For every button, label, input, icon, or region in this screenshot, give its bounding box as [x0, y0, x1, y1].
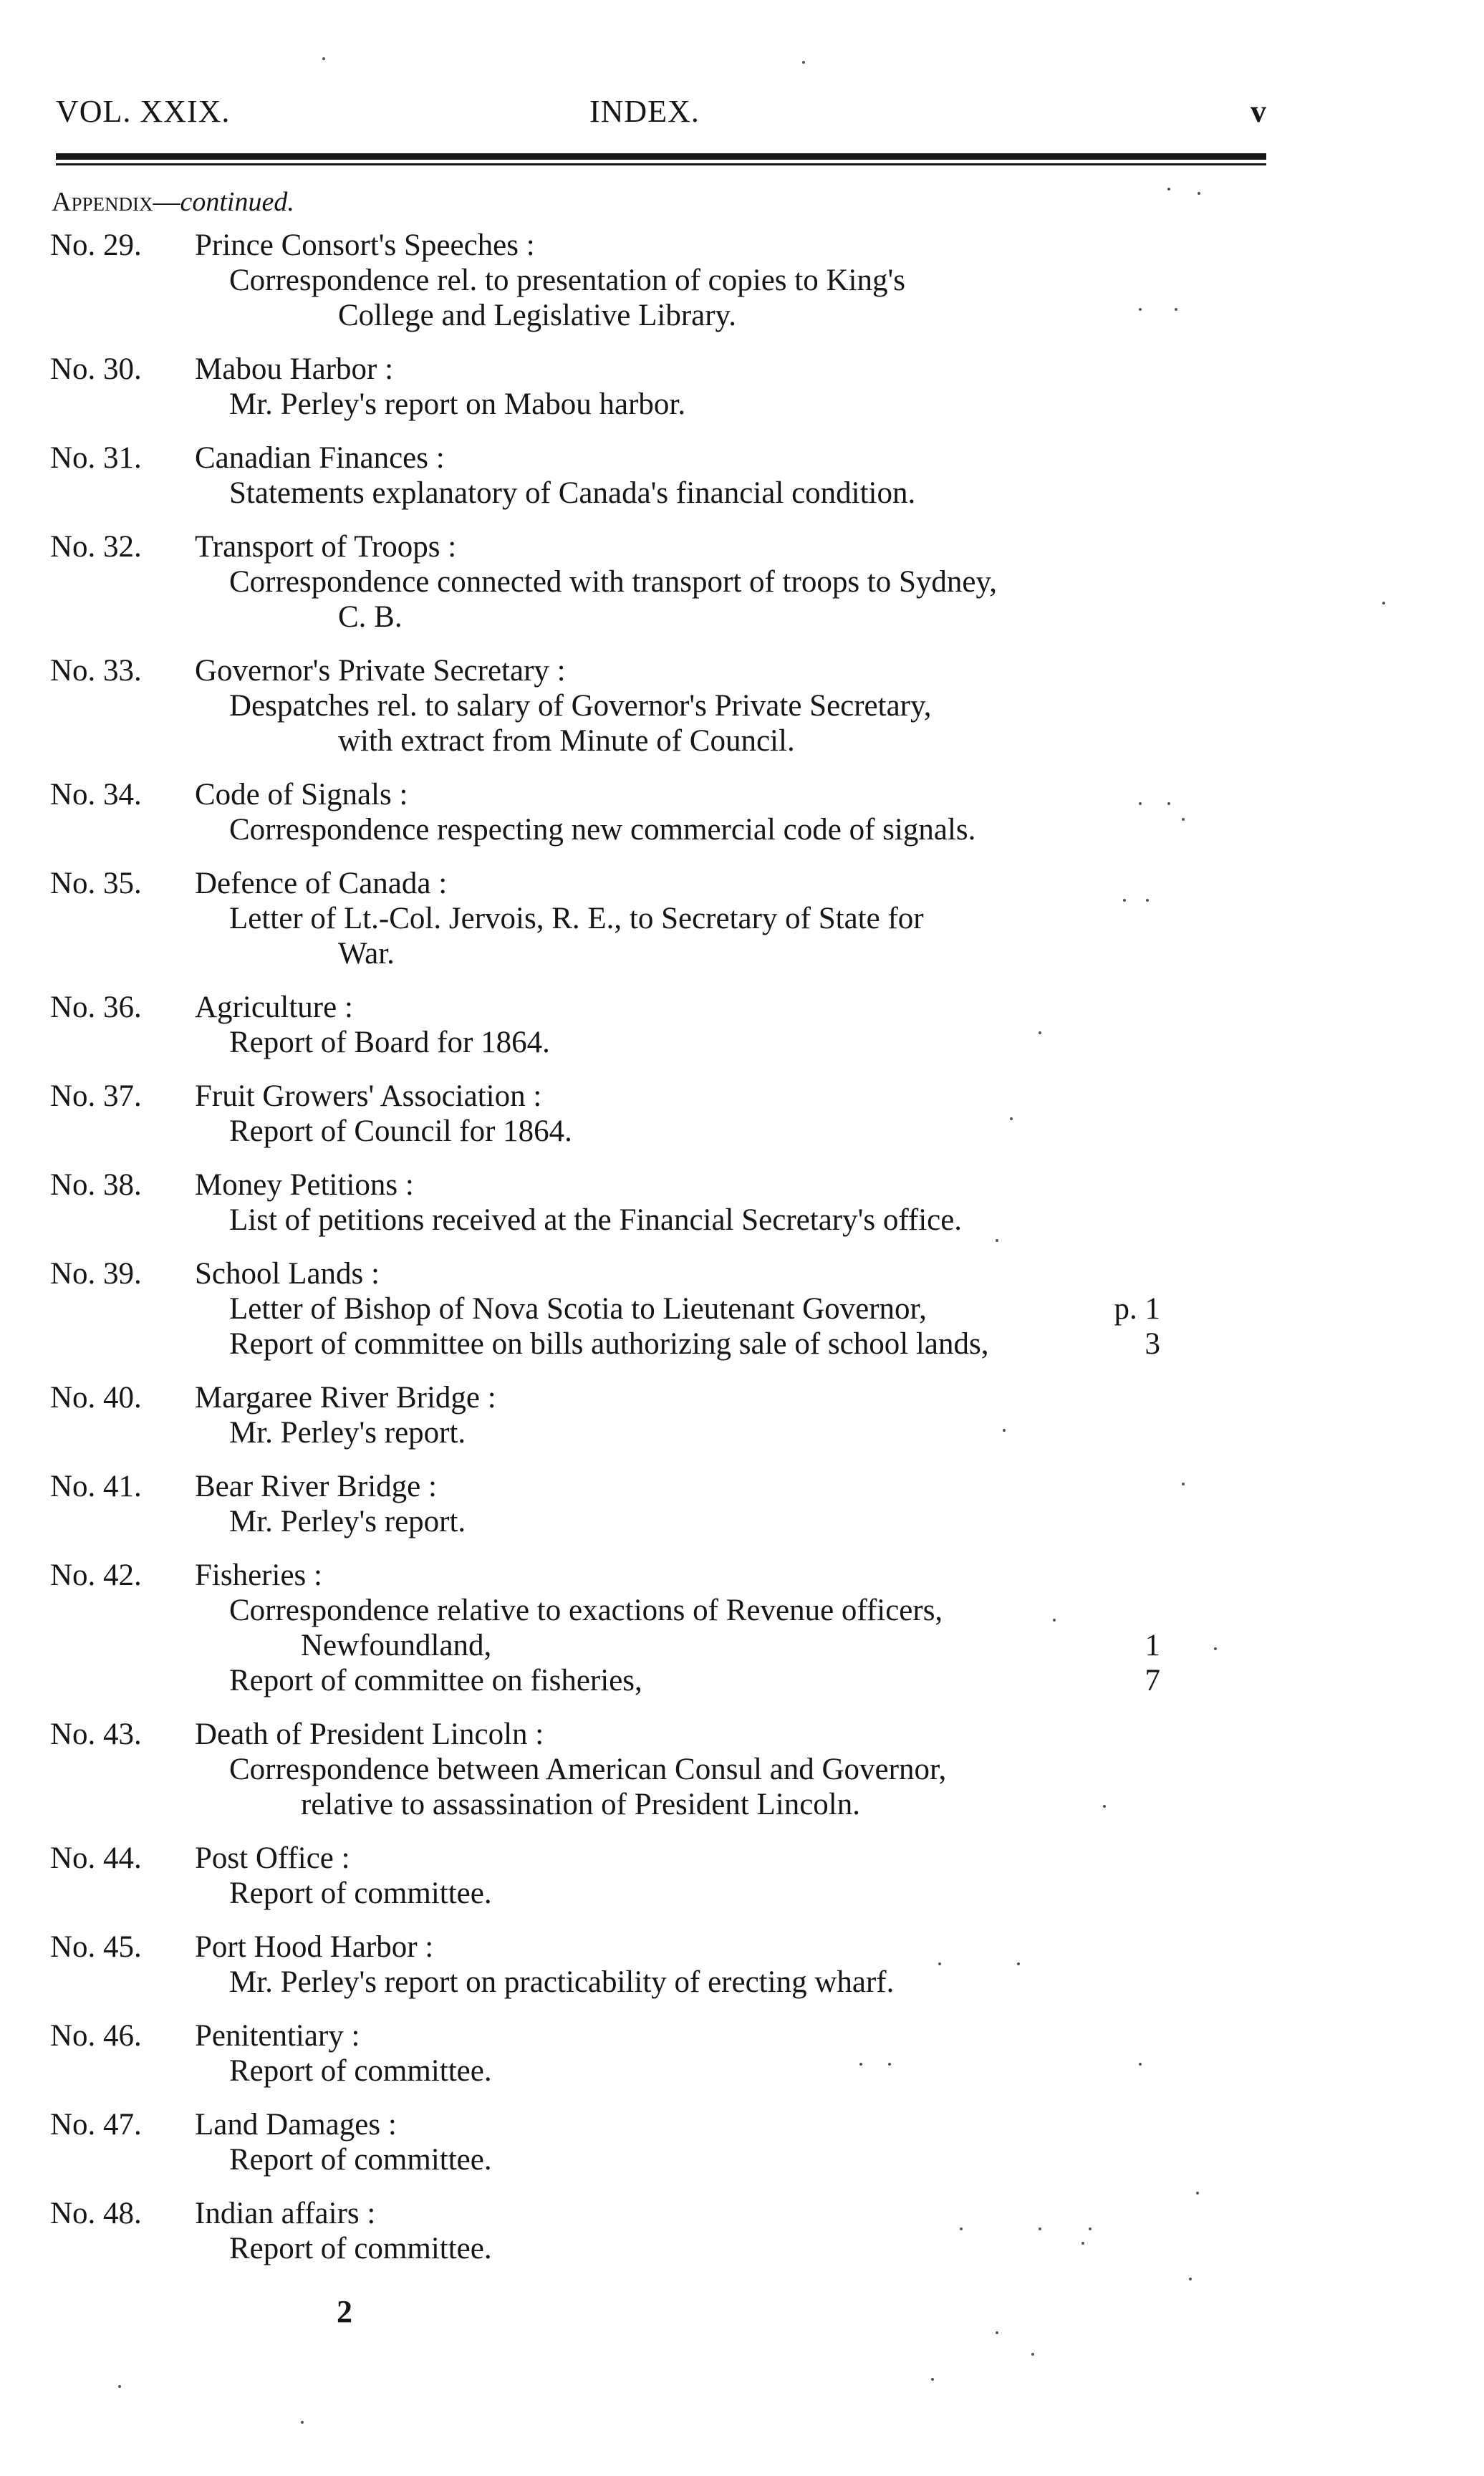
entry-description-line	[195, 476, 1140, 511]
speck-mark	[938, 1962, 941, 1965]
entry-body	[195, 2018, 1275, 2089]
appendix-entry	[50, 1558, 1275, 1698]
entry-description-text: War.	[338, 937, 395, 970]
appendix-entry	[50, 1079, 1275, 1149]
speck-mark	[1167, 188, 1170, 191]
entry-heading: Fisheries :	[195, 1559, 322, 1592]
entry-heading: Bear River Bridge :	[195, 1470, 437, 1503]
entry-description-text: Report of committee.	[229, 1877, 492, 1910]
appendix-entry	[50, 2107, 1275, 2177]
appendix-entry	[50, 2196, 1275, 2266]
entry-description-line	[195, 1593, 1140, 1628]
appendix-entry	[50, 777, 1275, 847]
speck-mark	[1382, 602, 1385, 604]
entry-description-text: Letter of Bishop of Nova Scotia to Lieutenant Governor,	[229, 1292, 927, 1326]
entry-description-text: Correspondence between American Consul and Governor,	[229, 1753, 947, 1786]
entry-heading: Defence of Canada :	[195, 867, 448, 900]
speck-mark	[996, 2331, 998, 2334]
speck-mark	[802, 61, 805, 64]
entry-description-line	[195, 901, 1140, 936]
entry-number: No. 36.	[50, 991, 142, 1024]
appendix-entry	[50, 1167, 1275, 1238]
speck-mark	[1081, 2242, 1084, 2245]
speck-mark	[1167, 802, 1170, 805]
page-number: v	[1251, 94, 1266, 129]
entry-description-line	[195, 2231, 1140, 2266]
speck-mark	[1039, 2227, 1041, 2230]
appendix-continued: continued.	[180, 187, 294, 217]
appendix-entry	[50, 1380, 1275, 1450]
speck-mark	[1089, 2227, 1092, 2230]
appendix-entry-list	[50, 228, 1275, 2285]
speck-mark	[1103, 1805, 1106, 1808]
speck-mark	[1003, 1429, 1006, 1432]
page-reference: p. 1	[1114, 1292, 1160, 1326]
speck-mark	[322, 57, 325, 60]
entry-description-line	[195, 936, 1140, 971]
entry-number: No. 38.	[50, 1168, 142, 1202]
entry-description-line	[195, 2142, 1140, 2177]
appendix-entry	[50, 1256, 1275, 1362]
entry-description-line	[195, 1291, 1160, 1326]
appendix-entry	[50, 866, 1275, 971]
page-title: INDEX.	[589, 94, 700, 129]
speck-mark	[1017, 1962, 1020, 1965]
entry-number: No. 31.	[50, 441, 142, 475]
entry-description-line	[195, 1876, 1140, 1911]
entry-body	[195, 653, 1275, 758]
entry-description-text: Correspondence relative to exactions of Revenue officers,	[229, 1594, 943, 1627]
appendix-entry	[50, 1930, 1275, 2000]
entry-description-text: List of petitions received at the Financial Secretary's office.	[229, 1203, 963, 1237]
entry-number: No. 39.	[50, 1257, 142, 1291]
entry-number: No. 40.	[50, 1381, 142, 1415]
entry-description-text: Letter of Lt.-Col. Jervois, R. E., to Secretary of State for	[229, 902, 924, 935]
entry-description-line	[195, 1628, 1160, 1663]
entry-description-line	[195, 812, 1140, 847]
entry-description-line	[195, 1752, 1140, 1787]
appendix-entry	[50, 228, 1275, 333]
entry-heading: Fruit Growers' Association :	[195, 1079, 542, 1113]
speck-mark	[1123, 899, 1126, 902]
entry-description-text: Mr. Perley's report.	[229, 1505, 466, 1538]
entry-body	[195, 228, 1275, 333]
speck-mark	[1146, 899, 1149, 902]
appendix-label: Appendix	[52, 187, 153, 217]
entry-body	[195, 866, 1275, 971]
entry-description-line	[195, 1504, 1140, 1539]
speck-mark	[1175, 308, 1177, 311]
entry-number: No. 44.	[50, 1841, 142, 1875]
entry-description-text: Report of committee on bills authorizing sale of school lands,	[229, 1327, 989, 1361]
header-rule-thick	[56, 153, 1266, 160]
entry-description-line	[195, 723, 1140, 758]
appendix-entry	[50, 1841, 1275, 1911]
entry-description-text: Correspondence rel. to presentation of copies to King's	[229, 264, 905, 297]
speck-mark	[931, 2378, 934, 2381]
entry-description-text: Report of committee on fisheries,	[229, 1664, 642, 1697]
entry-body	[195, 1558, 1275, 1698]
entry-description-text: Report of committee.	[229, 2143, 492, 2177]
entry-number: No. 42.	[50, 1559, 142, 1592]
entry-body	[195, 1930, 1275, 2000]
section-heading	[52, 186, 294, 218]
entry-body	[195, 352, 1275, 422]
entry-description-line	[195, 1025, 1140, 1060]
entry-heading: School Lands :	[195, 1257, 380, 1291]
appendix-entry	[50, 653, 1275, 758]
entry-description-text: Report of Council for 1864.	[229, 1114, 572, 1148]
entry-heading: Margaree River Bridge :	[195, 1381, 496, 1415]
entry-heading: Port Hood Harbor :	[195, 1930, 434, 1964]
entry-body	[195, 529, 1275, 635]
entry-description-text: Correspondence respecting new commercial code of signals.	[229, 813, 976, 847]
entry-heading: Mabou Harbor :	[195, 352, 394, 386]
entry-number: No. 30.	[50, 352, 142, 386]
entry-description-line	[195, 1203, 1140, 1238]
appendix-entry	[50, 2018, 1275, 2089]
entry-heading: Penitentiary :	[195, 2019, 360, 2053]
speck-mark	[1189, 2278, 1192, 2280]
page-reference: 7	[1145, 1664, 1160, 1697]
entry-number: No. 29.	[50, 228, 142, 262]
entry-number: No. 34.	[50, 778, 142, 811]
entry-description-text: C. B.	[338, 600, 403, 634]
entry-description-text: Mr. Perley's report on practicability of erecting wharf.	[229, 1965, 895, 1999]
entry-number: No. 35.	[50, 867, 142, 900]
entry-description-line	[195, 1965, 1140, 2000]
entry-description-line	[195, 1663, 1160, 1698]
entry-description-line	[195, 599, 1140, 635]
entry-description-line	[195, 564, 1140, 599]
entry-description-line	[195, 1326, 1160, 1362]
speck-mark	[1198, 192, 1200, 195]
entry-number: No. 37.	[50, 1079, 142, 1113]
speck-mark	[1214, 1647, 1217, 1650]
entry-body	[195, 1256, 1275, 1362]
speck-mark	[1139, 802, 1142, 805]
entry-heading: Money Petitions :	[195, 1168, 414, 1202]
entry-description-text: Statements explanatory of Canada's financial condition.	[229, 476, 916, 510]
speck-mark	[1182, 1483, 1185, 1485]
entry-heading: Indian affairs :	[195, 2197, 376, 2230]
entry-description-text: Mr. Perley's report on Mabou harbor.	[229, 387, 686, 421]
entry-description-text: Report of committee.	[229, 2232, 492, 2265]
entry-description-text: Despatches rel. to salary of Governor's Private Secretary,	[229, 689, 932, 723]
page-reference: 3	[1145, 1327, 1160, 1361]
signature-mark: 2	[337, 2294, 352, 2329]
entry-heading: Code of Signals :	[195, 778, 408, 811]
entry-description-text: with extract from Minute of Council.	[338, 724, 795, 758]
entry-body	[195, 1717, 1275, 1822]
speck-mark	[1031, 2353, 1034, 2356]
header-rule-thin	[56, 163, 1266, 165]
entry-description-text: College and Legislative Library.	[338, 299, 737, 332]
entry-body	[195, 2196, 1275, 2266]
entry-description-text: Newfoundland,	[301, 1629, 492, 1662]
entry-description-line	[195, 2053, 1140, 2089]
entry-body	[195, 1167, 1275, 1238]
entry-body	[195, 1841, 1275, 1911]
appendix-entry	[50, 529, 1275, 635]
speck-mark	[301, 2421, 304, 2424]
appendix-dash: —	[153, 187, 180, 217]
entry-description-line	[195, 1114, 1140, 1149]
entry-number: No. 43.	[50, 1718, 142, 1751]
entry-heading: Prince Consort's Speeches :	[195, 228, 535, 262]
entry-description-text: Report of Board for 1864.	[229, 1026, 550, 1059]
appendix-entry	[50, 440, 1275, 511]
volume-label: VOL. XXIX.	[56, 94, 231, 129]
entry-heading: Governor's Private Secretary :	[195, 654, 566, 688]
speck-mark	[1010, 1117, 1013, 1120]
entry-heading: Agriculture :	[195, 991, 353, 1024]
speck-mark	[1139, 2063, 1142, 2066]
entry-description-line	[195, 263, 1140, 298]
speck-mark	[1039, 1031, 1041, 1034]
entry-description-line	[195, 1787, 1140, 1822]
appendix-entry	[50, 352, 1275, 422]
speck-mark	[118, 2385, 121, 2388]
entry-number: No. 41.	[50, 1470, 142, 1503]
speck-mark	[888, 2063, 891, 2066]
entry-description-text: relative to assassination of President Lincoln.	[301, 1788, 860, 1821]
entry-description-line	[195, 1415, 1140, 1450]
entry-heading: Canadian Finances :	[195, 441, 445, 475]
entry-heading: Death of President Lincoln :	[195, 1718, 544, 1751]
appendix-entry	[50, 1469, 1275, 1539]
entry-description-line	[195, 387, 1140, 422]
entry-body	[195, 1079, 1275, 1149]
speck-mark	[996, 1239, 998, 1242]
entry-heading: Transport of Troops :	[195, 530, 457, 564]
entry-number: No. 33.	[50, 654, 142, 688]
running-header	[56, 93, 1266, 136]
entry-description-line	[195, 688, 1140, 723]
entry-body	[195, 1469, 1275, 1539]
entry-description-text: Correspondence connected with transport of troops to Sydney,	[229, 565, 997, 599]
speck-mark	[1196, 2192, 1199, 2195]
page-reference: 1	[1145, 1629, 1160, 1662]
entry-number: No. 32.	[50, 530, 142, 564]
appendix-entry	[50, 1717, 1275, 1822]
entry-heading: Post Office :	[195, 1841, 350, 1875]
entry-description-text: Report of committee.	[229, 2054, 492, 2088]
appendix-entry	[50, 990, 1275, 1060]
speck-mark	[1182, 818, 1185, 821]
entry-heading: Land Damages :	[195, 2108, 397, 2142]
entry-number: No. 45.	[50, 1930, 142, 1964]
speck-mark	[1139, 308, 1142, 311]
speck-mark	[960, 2227, 963, 2230]
entry-body	[195, 777, 1275, 847]
speck-mark	[859, 2063, 862, 2066]
entry-number: No. 46.	[50, 2019, 142, 2053]
entry-number: No. 47.	[50, 2108, 142, 2142]
speck-mark	[1053, 1619, 1056, 1622]
entry-number: No. 48.	[50, 2197, 142, 2230]
entry-body	[195, 440, 1275, 511]
entry-description-text: Mr. Perley's report.	[229, 1416, 466, 1450]
entry-body	[195, 2107, 1275, 2177]
entry-description-line	[195, 298, 1140, 333]
entry-body	[195, 1380, 1275, 1450]
entry-body	[195, 990, 1275, 1060]
